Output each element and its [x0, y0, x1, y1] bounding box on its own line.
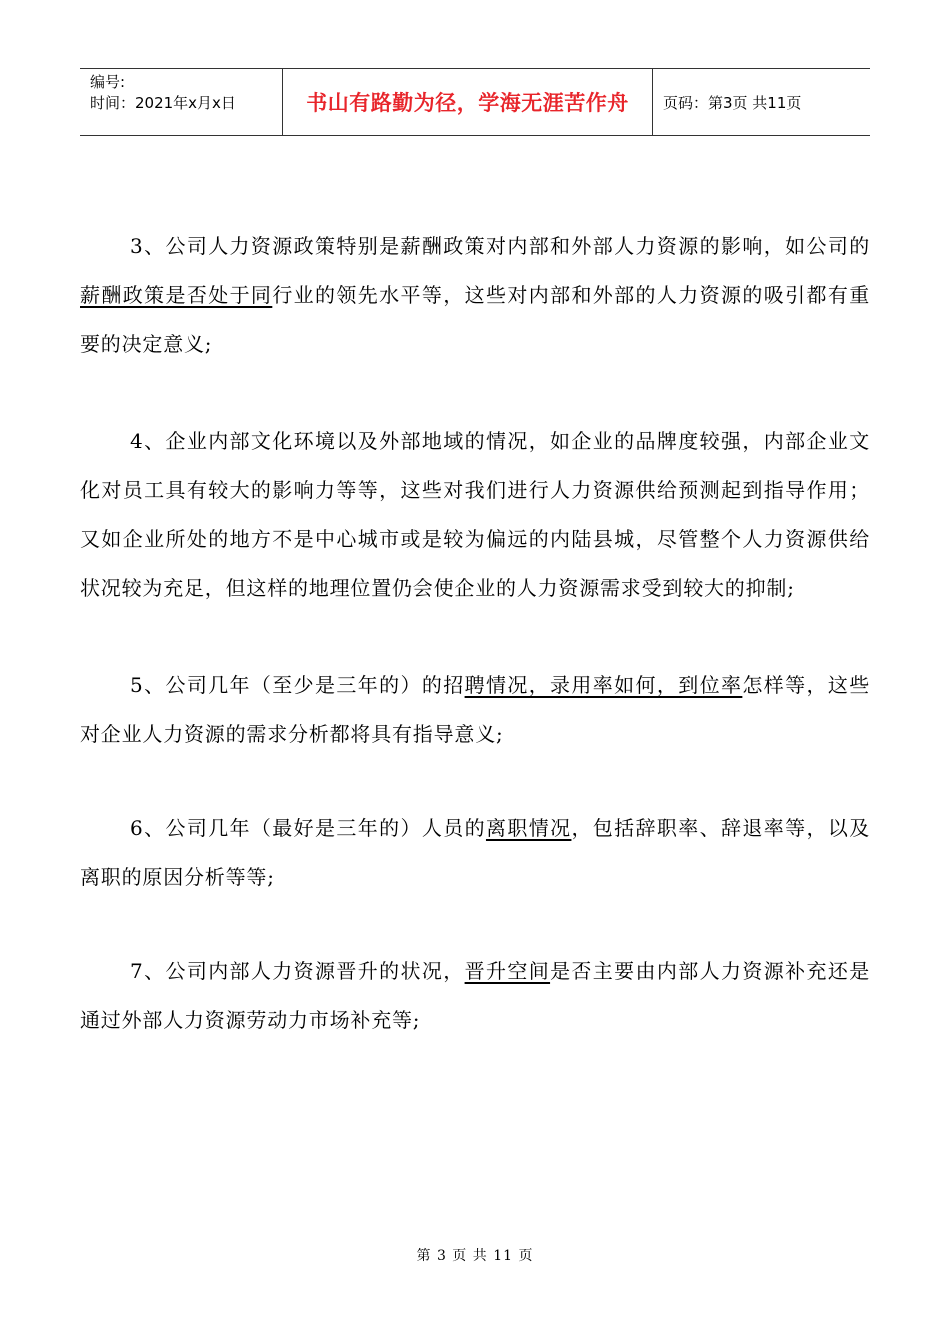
paragraph-text: 是否主要由内部人力资源补充还是通过外部人力资源劳动力市场补充等;: [80, 959, 870, 1032]
header-meta: [80, 69, 283, 135]
paragraph-5: [80, 661, 870, 759]
paragraph-text: 行业的领先水平等，这些对内部和外部的人力资源的吸引都有重要的决定意义;: [80, 283, 871, 356]
paragraph-text: 5、公司几年（至少是三年的）的招: [130, 673, 465, 697]
page-label: 页码：第3页 共11页: [663, 93, 802, 112]
paragraph-text: 7、公司内部人力资源晋升的状况，: [130, 959, 465, 983]
paragraph-text: 6、公司几年（最好是三年的）人员的: [130, 816, 486, 840]
date-label: 时间：2021年x月x日: [90, 94, 236, 112]
serial-label: 编号:: [90, 73, 126, 91]
page-footer: 第 3 页 共 11 页: [416, 1248, 534, 1264]
motto: 书山有路勤为径，学海无涯苦作舟: [283, 69, 653, 135]
underlined-text: 离职情况: [485, 816, 572, 840]
paragraph-text: 怎样等，这些对企业人力资源的需求分析都将具有指导意义;: [80, 673, 870, 746]
paragraph-text: 4、企业内部文化环境以及外部地域的情况，如企业的品牌度较强，内部企业文化对员工具有较大的影响力等等，这些对我们进行人力资源供给预测起到指导作用；又如企业所处的地方不是中心城市或是较为偏远的内陆县城，尽管整个人力资源供给状况较为充足，但这样的地理位置仍会使企业的人力资源需求受到较大的抑制;: [80, 429, 870, 600]
underlined-text: 聘情况，录用率如何，到位率: [464, 673, 743, 697]
underlined-text: 晋升空间: [464, 959, 551, 983]
paragraph-text: ，包括辞职率、辞退率等，以及离职的原因分析等等;: [80, 816, 871, 889]
page-header: [80, 68, 870, 136]
paragraph-text: 3、公司人力资源政策特别是薪酬政策对内部和外部人力资源的影响，如公司的: [130, 234, 870, 258]
paragraph-4: [80, 417, 870, 613]
document-body: [80, 222, 870, 1045]
underlined-text: 薪酬政策是否处于同: [80, 283, 273, 307]
paragraph-7: [80, 947, 870, 1045]
paragraph-6: [80, 804, 870, 902]
paragraph-3: [80, 222, 870, 369]
